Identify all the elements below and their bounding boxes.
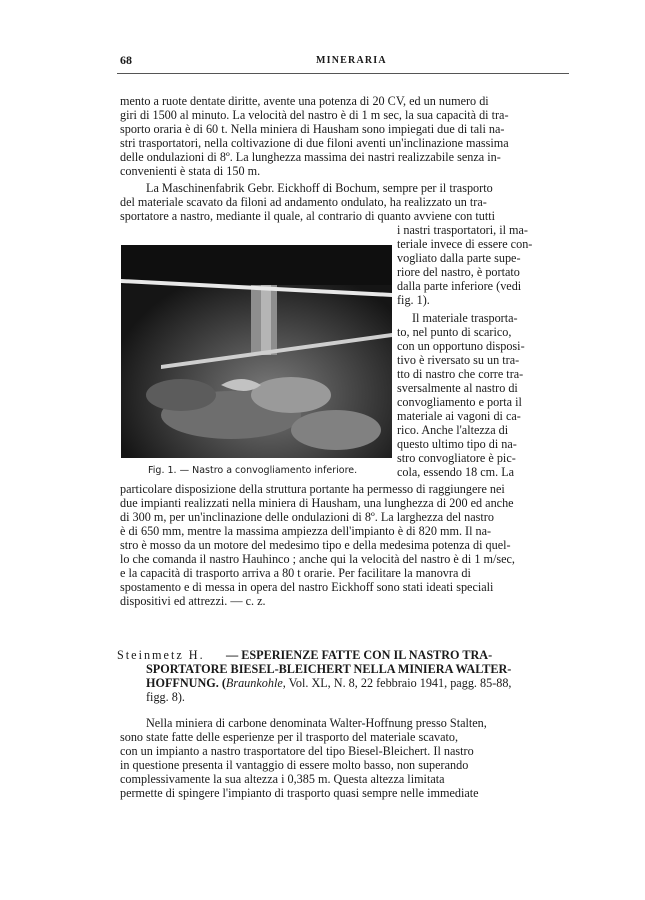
body-line: particolare disposizione della struttura portante ha permesso di raggiungere nei bbox=[120, 482, 505, 496]
body-line: convenienti è stata di 150 m. bbox=[120, 164, 261, 178]
body-line: materiale ai vagoni di ca- bbox=[397, 409, 521, 423]
body-line: giri di 1500 al minuto. La velocità del nastro è di 1 m sec, la sua capacità di tra- bbox=[120, 108, 509, 122]
body-line: Il materiale trasporta- bbox=[412, 311, 518, 325]
body-line: convogliamento e porta il bbox=[397, 395, 522, 409]
body-line: e la capacità di trasporto arriva a 80 t orarie. Per facilitare la manovra di bbox=[120, 566, 471, 580]
header-rule bbox=[117, 73, 569, 74]
body-line: dispositivi ed attrezzi. — c. z. bbox=[120, 594, 266, 608]
body-line: tivo è riversato su un tra- bbox=[397, 353, 520, 367]
body-line: mento a ruote dentate diritte, avente una potenza di 20 CV, ed un numero di bbox=[120, 94, 489, 108]
body-line: complessivamente la sua altezza i 0,385 m. Questa altezza limitata bbox=[120, 772, 445, 786]
review-title-line: SPORTATORE BIESEL-BLEICHERT NELLA MINIERA WALTER- bbox=[146, 662, 512, 676]
running-title: MINERARIA bbox=[316, 55, 387, 66]
body-line: spostamento e di messa in opera del nastro Eickhoff sono stati ideati speciali bbox=[120, 580, 494, 594]
review-journal: Braunkohle bbox=[225, 676, 283, 690]
body-line: sono state fatte delle esperienze per il trasporto del materiale scavato, bbox=[120, 730, 459, 744]
figure-caption: Fig. 1. — Nastro a convogliamento inferiore. bbox=[148, 465, 358, 476]
body-line: lo che comanda il nastro Hauhinco ; anche qui la velocità del nastro è di 1 m/sec, bbox=[120, 552, 515, 566]
review-title-line bbox=[146, 676, 511, 690]
body-line: è di 650 mm, mentre la massima ampiezza dell'impianto è di 820 mm. Il na- bbox=[120, 524, 492, 538]
body-line: delle ondulazioni di 8º. La lunghezza massima dei nastri realizzabile senza in- bbox=[120, 150, 501, 164]
body-line: to, nel punto di scarico, bbox=[397, 325, 512, 339]
review-title-text: HOFFNUNG. ( bbox=[146, 676, 226, 690]
body-line: dalla parte inferiore (vedi bbox=[397, 279, 522, 293]
body-line: stri trasportatori, nella coltivazione di due filoni aventi un'inclinazione massima bbox=[120, 136, 509, 150]
body-line: sportatore a nastro, mediante il quale, al contrario di quanto avviene con tutti bbox=[120, 209, 495, 223]
body-line: con un opportuno disposi- bbox=[397, 339, 525, 353]
body-line: questo ultimo tipo di na- bbox=[397, 437, 517, 451]
body-line: i nastri trasportatori, il ma- bbox=[397, 223, 528, 237]
body-line: rico. Anche l'altezza di bbox=[397, 423, 509, 437]
body-line: stro è mosso da un motore del medesimo tipo e della medesima potenza di quel- bbox=[120, 538, 511, 552]
body-line: cola, essendo 18 cm. La bbox=[397, 465, 515, 479]
body-line: permette di spingere l'impianto di trasporto quasi sempre nelle immediate bbox=[120, 786, 479, 800]
review-author: Steinmetz H. bbox=[117, 648, 205, 662]
body-line: due impianti realizzati nella miniera di Hausham, una lunghezza di 200 ed anche bbox=[120, 496, 514, 510]
figure-photo bbox=[121, 245, 392, 458]
body-line: in questione presenta il vantaggio di essere molto basso, non superando bbox=[120, 758, 469, 772]
review-citation: , Vol. XL, N. 8, 22 febbraio 1941, pagg. 85-88, bbox=[282, 676, 512, 690]
body-line: Nella miniera di carbone denominata Walter-Hoffnung presso Stalten, bbox=[146, 716, 487, 730]
body-line: riore del nastro, è portato bbox=[397, 265, 520, 279]
body-line: sversalmente al nastro di bbox=[397, 381, 518, 395]
page-number: 68 bbox=[120, 53, 132, 67]
body-line: tto di nastro che corre tra- bbox=[397, 367, 524, 381]
body-line: vogliato dalla parte supe- bbox=[397, 251, 521, 265]
body-line: fig. 1). bbox=[397, 293, 430, 307]
body-line: del materiale scavato da filoni ad andamento ondulato, ha realizzato un tra- bbox=[120, 195, 487, 209]
body-line: sporto oraria è di 60 t. Nella miniera di Hausham sono impiegati due di tali na- bbox=[120, 122, 505, 136]
body-line: con un impianto a nastro trasportatore del tipo Biesel-Bleichert. Il nastro bbox=[120, 744, 474, 758]
body-line: La Maschinenfabrik Gebr. Eickhoff di Bochum, sempre per il trasporto bbox=[146, 181, 493, 195]
body-line: di 300 m, per un'inclinazione delle ondulazioni di 8º. La larghezza del nastro bbox=[120, 510, 494, 524]
body-line: stro convogliatore è pic- bbox=[397, 451, 516, 465]
review-title-line: — ESPERIENZE FATTE CON IL NASTRO TRA- bbox=[226, 648, 493, 662]
review-title-line: figg. 8). bbox=[146, 690, 185, 704]
body-line: teriale invece di essere con- bbox=[397, 237, 533, 251]
